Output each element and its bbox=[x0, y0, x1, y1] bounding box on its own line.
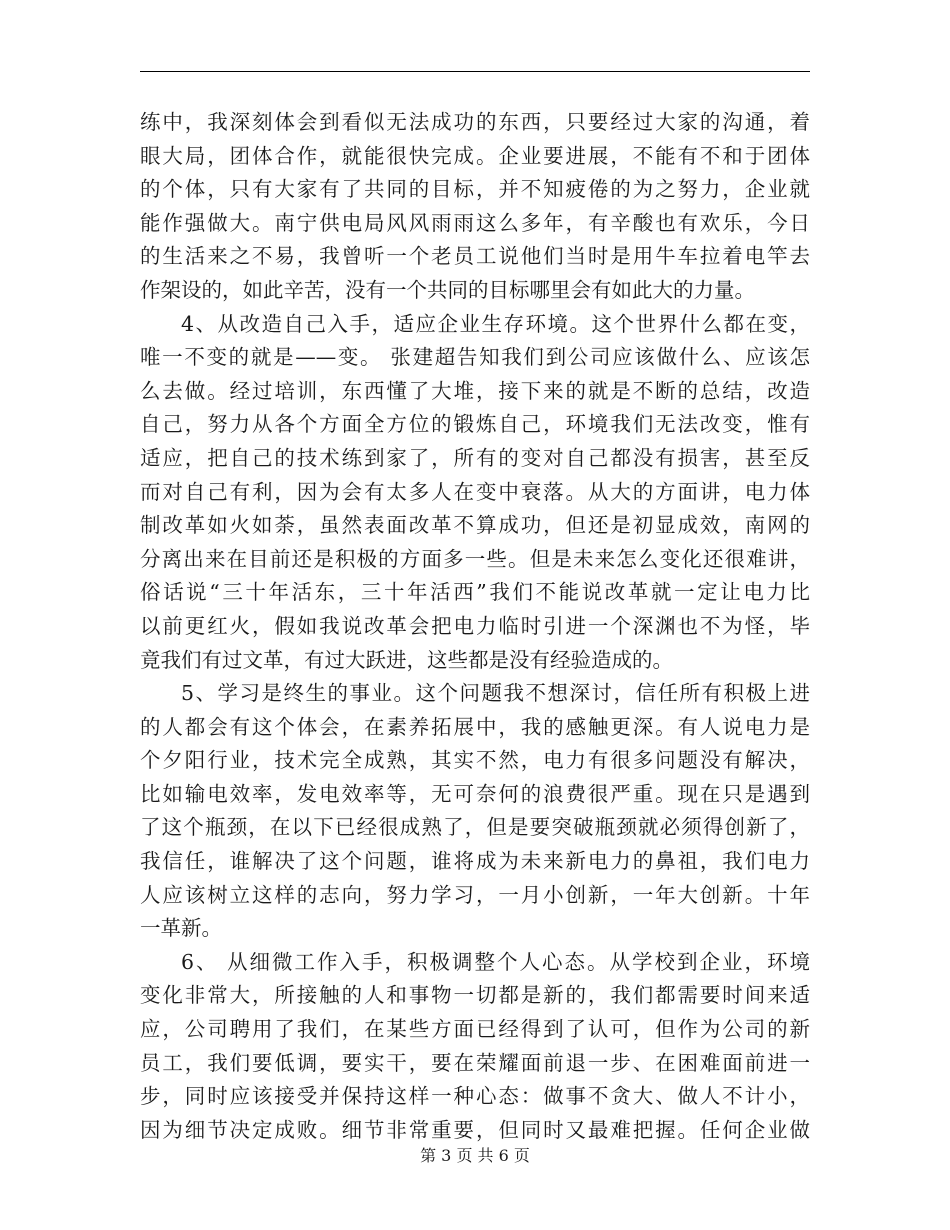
text-line: 的个体，只有大家有了共同的目标，并不知疲倦的为之努力，企业就 bbox=[140, 177, 810, 202]
text-line: 眼大局，团体合作，就能很快完成。企业要进展，不能有不和于团体 bbox=[140, 143, 810, 168]
page-footer bbox=[0, 1146, 950, 1166]
text-line: 的生活来之不易，我曾听一个老员工说他们当时是用牛车拉着电竿去 bbox=[140, 244, 810, 269]
text-line: 竟我们有过文革，有过大跃进，这些都是没有经验造成的。 bbox=[140, 647, 673, 672]
text-line: 员工，我们要低调，要实干，要在荣耀面前退一步、在困难面前进一 bbox=[140, 1050, 810, 1075]
text-line: 变化非常大，所接触的人和事物一切都是新的，我们都需要时间来适 bbox=[140, 983, 810, 1008]
text-line: 因为细节决定成败。细节非常重要，但同时又最难把握。任何企业做 bbox=[140, 1117, 810, 1142]
text-line: 5、学习是终生的事业。这个问题我不想深讨，信任所有积极上进 bbox=[181, 681, 810, 706]
text-line: 以前更红火，假如我说改革会把电力临时引进一个深渊也不为怪，毕 bbox=[140, 613, 810, 638]
header-rule bbox=[140, 71, 810, 72]
text-line: 步，同时应该接受并保持这样一种心态：做事不贪大、做人不计小， bbox=[140, 1084, 810, 1109]
text-line: 俗话说“三十年活东，三十年活西”我们不能说改革就一定让电力比 bbox=[140, 580, 810, 605]
text-line: 个夕阳行业，技术完全成熟，其实不然，电力有很多问题没有解决， bbox=[140, 748, 810, 773]
text-line: 而对自己有利，因为会有太多人在变中衰落。从大的方面讲，电力体 bbox=[140, 479, 810, 504]
text-line: 我信任，谁解决了这个问题，谁将成为未来新电力的鼻祖，我们电力 bbox=[140, 849, 810, 874]
text-line: 比如输电效率，发电效率等，无可奈何的浪费很严重。现在只是遇到 bbox=[140, 781, 810, 806]
text-line: 应，公司聘用了我们，在某些方面已经得到了认可，但作为公司的新 bbox=[140, 1017, 810, 1042]
text-line: 自己，努力从各个方面全方位的锻炼自己，环境我们无法改变，惟有 bbox=[140, 412, 810, 437]
text-line: 唯一不变的就是——变。 张建超告知我们到公司应该做什么、应该怎 bbox=[140, 345, 810, 370]
text-line: 能作强做大。南宁供电局风风雨雨这么多年，有辛酸也有欢乐，今日 bbox=[140, 210, 810, 235]
document-body bbox=[140, 106, 810, 1147]
text-line: 适应，把自己的技术练到家了，所有的变对自己都没有损害，甚至反 bbox=[140, 445, 810, 470]
text-line: 练中，我深刻体会到看似无法成功的东西，只要经过大家的沟通，着 bbox=[140, 110, 810, 134]
text-line: 一革新。 bbox=[140, 916, 222, 941]
text-line: 的人都会有这个体会，在素养拓展中，我的感触更深。有人说电力是 bbox=[140, 714, 810, 739]
text-line: 作架设的，如此辛苦，没有一个共同的目标哪里会有如此大的力量。 bbox=[140, 277, 755, 302]
text-line: 了这个瓶颈，在以下已经很成熟了，但是要突破瓶颈就必须得创新了， bbox=[140, 815, 810, 840]
text-line: 制改革如火如荼，虽然表面改革不算成功，但还是初显成效，南网的 bbox=[140, 513, 810, 538]
page-number-label: 第 3 页 共 6 页 bbox=[420, 1146, 530, 1165]
text-line: 6、 从细微工作入手，积极调整个人心态。从学校到企业，环境 bbox=[181, 949, 810, 974]
text-line: 人应该树立这样的志向，努力学习，一月小创新，一年大创新。十年 bbox=[140, 882, 810, 907]
text-line: 么去做。经过培训，东西懂了大堆，接下来的就是不断的总结，改造 bbox=[140, 378, 810, 403]
text-line: 分离出来在目前还是积极的方面多一些。但是未来怎么变化还很难讲， bbox=[140, 546, 810, 571]
text-line: 4、从改造自己入手，适应企业生存环境。这个世界什么都在变， bbox=[181, 311, 810, 336]
